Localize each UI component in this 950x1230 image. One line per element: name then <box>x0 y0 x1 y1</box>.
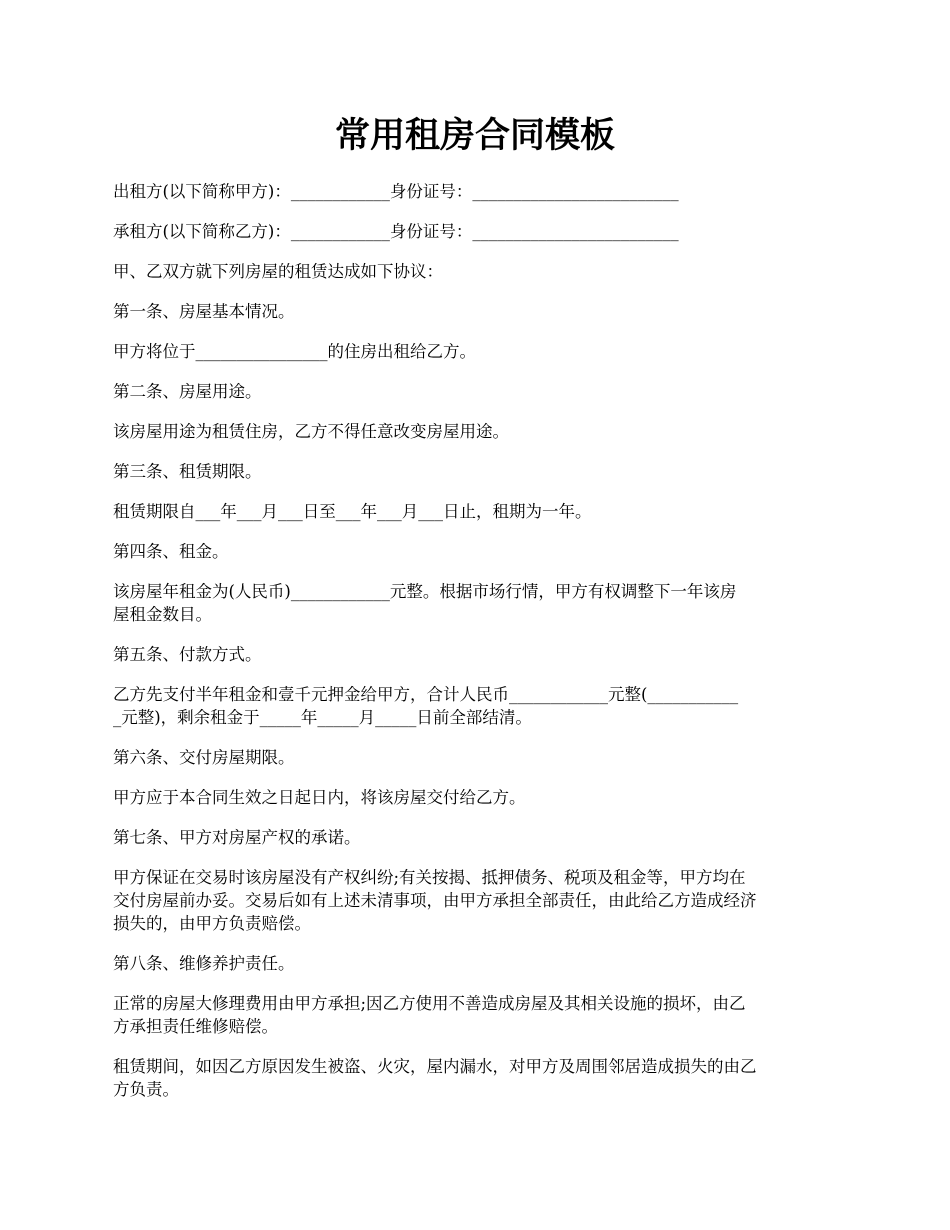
article-8-text: 正常的房屋大修理费用由甲方承担;因乙方使用不善造成房屋及其相关设施的损坏，由乙 方承担责任维修赔偿。 <box>113 994 746 1036</box>
article-3-text: 租赁期限自___年___月___日至___年___月___日止，租期为一年。 <box>113 502 592 521</box>
article-7-text: 甲方保证在交易时该房屋没有产权纠纷;有关按揭、抵押债务、税项及租金等，甲方均在 交付房屋前办妥。交易后如有上述未清事项，由甲方承担全部责任，由此给乙方造成经济 损失的，由甲方负责赔偿。 <box>113 868 757 933</box>
party-b-line: 承租方(以下简称乙方)：____________身份证号：_________________________ <box>113 222 679 241</box>
article-6-heading: 第六条、交付房屋期限。 <box>113 748 295 767</box>
party-a-line: 出租方(以下简称甲方)：____________身份证号：_________________________ <box>113 182 679 201</box>
article-8-heading: 第八条、维修养护责任。 <box>113 954 295 973</box>
article-4-heading: 第四条、租金。 <box>113 542 229 561</box>
article-5-text: 乙方先支付半年租金和壹千元押金给甲方，合计人民币____________元整(___________ _元整)，剩余租金于_____年_____月_____日前全部结清。 <box>113 685 739 727</box>
document-body <box>113 180 843 1118</box>
document-title: 常用租房合同模板 <box>334 115 615 156</box>
article-5-heading: 第五条、付款方式。 <box>113 645 262 664</box>
article-6-text: 甲方应于本合同生效之日起日内，将该房屋交付给乙方。 <box>113 788 526 807</box>
article-2-heading: 第二条、房屋用途。 <box>113 382 262 401</box>
article-2-text: 该房屋用途为租赁住房，乙方不得任意改变房屋用途。 <box>113 422 509 441</box>
article-1-heading: 第一条、房屋基本情况。 <box>113 302 295 321</box>
article-4-text: 该房屋年租金为(人民币)____________元整。根据市场行情，甲方有权调整下一年该房 屋租金数目。 <box>113 582 737 624</box>
article-3-heading: 第三条、租赁期限。 <box>113 462 262 481</box>
article-1-text: 甲方将位于________________的住房出租给乙方。 <box>113 342 476 361</box>
article-8-text-2: 租赁期间，如因乙方原因发生被盗、火灾，屋内漏水，对甲方及周围邻居造成损失的由乙 方负责。 <box>113 1057 757 1099</box>
article-7-heading: 第七条、甲方对房屋产权的承诺。 <box>113 828 361 847</box>
agreement-intro: 甲、乙双方就下列房屋的租赁达成如下协议： <box>113 262 443 281</box>
